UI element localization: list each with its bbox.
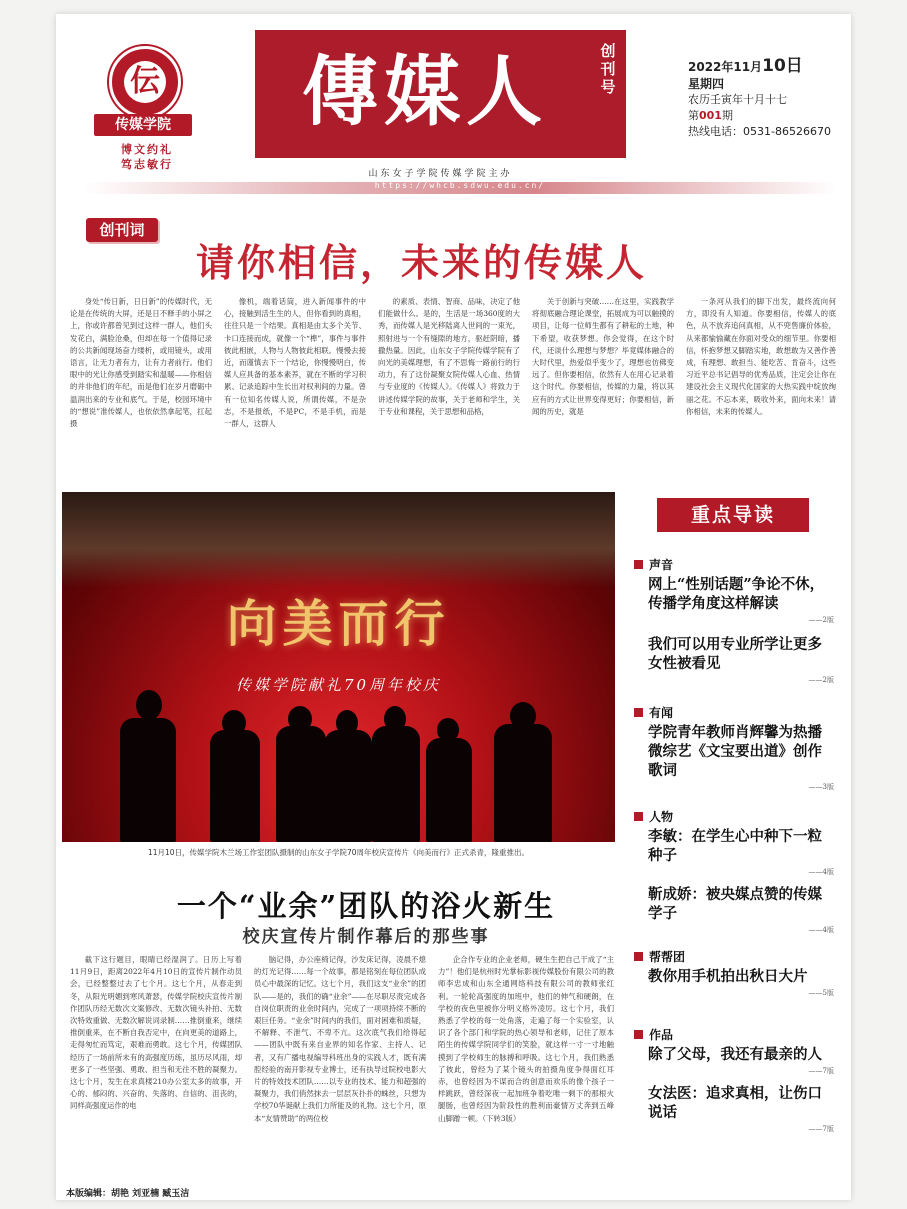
issue-date: 2022年11月 xyxy=(688,60,763,74)
second-column-1 xyxy=(70,954,242,1178)
guide-section-helpers xyxy=(634,948,834,998)
issue-suffix: 期 xyxy=(721,109,733,122)
masthead-title-box xyxy=(255,30,626,158)
lead-column-5 xyxy=(686,296,836,468)
issue-number: 001 xyxy=(699,109,722,122)
guide-item-page: ——3版 xyxy=(808,783,834,791)
section-label-text: 有闻 xyxy=(649,706,674,720)
lunar-date: 农历壬寅年十月十七 xyxy=(688,93,787,106)
photo-slogan: 向美而行 xyxy=(226,594,451,653)
photo-caption: 11月10日，传媒学院木兰场工作室团队摄制的山东女子学院70周年校庆宣传片《向美而行》正式杀青，隆重推出。 xyxy=(62,842,615,864)
crew-silhouette xyxy=(324,730,372,842)
section-label xyxy=(634,704,834,721)
crew-head xyxy=(222,710,246,736)
crew-silhouette xyxy=(120,718,176,842)
weekday: 星期四 xyxy=(688,77,725,91)
logo-mark: 伝 xyxy=(124,61,166,103)
section-label xyxy=(634,948,834,965)
newspaper-page xyxy=(56,14,851,1200)
guide-section-works xyxy=(634,1026,834,1134)
lead-column-1 xyxy=(70,296,212,468)
guide-item-link[interactable]: 靳成娇：被央媒点赞的传媒学子 xyxy=(648,886,822,922)
inaugural-issue-tag: 创刊号 xyxy=(600,42,616,96)
crew-head xyxy=(336,710,358,736)
lead-column-2 xyxy=(224,296,366,468)
guide-item-link[interactable]: 网上“性别话题”争论不休，传播学角度这样解读 xyxy=(648,576,825,612)
motto-line-1: 博文约礼 xyxy=(121,143,173,156)
section-label-text: 声音 xyxy=(649,558,674,572)
guide-item-link[interactable]: 教你用手机拍出秋日大片 xyxy=(648,968,808,985)
second-paragraph: 截下这行题目，眼睛已经湿润了。日历上写着11月9日，距离2022年4月10日的宣传片制作动员会，已经整整过去了七个月。这七个月，从春走到冬，从阳光明媚到寒风萧瑟，传媒学院校庆宣传片制作团队历经无数次文案修改、无数次镜头补拍、无数次特效重做、无数次解说词录制……推倒重来，继续推倒重来，在不断自我否定中，在向更美的道路上，走得匆忙而笃定，艰难而勇敢。这七个月，传媒团队经历了一场前所未有的高强度历练，虽历尽风雨，却更多了一些坚强、勇敢、担当和无往不胜的凝聚力。这七个月，发生在求真楼210办公室太多的故事，开心的、郁闷的、兴奋的、失落的、自信的、沮丧的，同样高强度运作的电 xyxy=(70,955,242,1111)
second-subhead: 校庆宣传片制作幕后的那些事 xyxy=(242,927,490,947)
section-label xyxy=(634,808,834,825)
crew-silhouette xyxy=(426,738,472,842)
guide-item-page: ——4版 xyxy=(808,868,834,876)
crew-head xyxy=(136,690,162,720)
guide-item-page: ——2版 xyxy=(808,616,834,624)
issue-day: 10日 xyxy=(762,56,803,76)
crew-silhouette xyxy=(494,724,552,842)
school-logo xyxy=(109,46,181,118)
sponsor-line: 山东女子学院传媒学院主办 xyxy=(368,169,513,179)
guide-item-link[interactable]: 我们可以用专业所学让更多女性被看见 xyxy=(648,636,822,672)
crew-head xyxy=(510,702,536,730)
motto-line-2: 笃志敏行 xyxy=(121,158,173,171)
bullet-square-icon xyxy=(634,1030,643,1039)
second-paragraph: 脑记得，办公座椅记得，沙发床记得，凌晨不熄的灯光记得……每一个故事，都是铭刻在每位团队成员心中最深的记忆。这七个月，我们这支“业余”的团队——是的，我们的确“业余”——在尽职尽责完成各自岗位职责的业余时间内，完成了一项项持续不断的艰巨任务。“业余”时间内的我们，面对困难和质疑，不解释、不泄气、不卑不亢。这次底气我们给得起——团队中既有来自业界的知名作家、主持人、记者，又有广播电视编导科班出身的实践人才，既有满腔经验的南开影视专业博士，还有执导过院校电影大片的特效技术团队……以专业的技术、能力和超强的凝聚力，我们俏然抹去一层层灰扑扑的蛛丝，只想为学校70华诞献上我们力所能及的礼物。这七个月，原本“友情赞助”的两位校 xyxy=(254,955,426,1123)
second-paragraph: 企合作专业的企业老师，硬生生把自己干成了“主力”！他们是杭州时光掌标影视传媒股份有限公司的教师李忠成和山东全通网络科技有限公司的教师张红利。一轮轮高强度的加班中，他们的伸气和硬朗，在学校的夜色里被你分明义格外凌厉。这七个月，我们熟悉了学校的每一处角落，走遍了每一个实验室，认识了各个部门和学院的热心领导和老师，记住了原本陌生的传媒学院同学们的笑脸，就这样一寸一寸地触摸到了学校师生的脉搏和呼吸。这七个月，我们熟悉了彼此，曾经为了某个镜头的拍摄角度争得面红耳赤，也曾经因为不谋而合的创意而欢乐的像个孩子一样跳跃，曾经深夜一起加班争着吃唯一剩下的那根火腿肠，也曾经因为阶段性的胜利而豪情万丈奔到五峰山脚蹭一顿。（下转3版） xyxy=(438,955,614,1123)
issue-prefix: 第 xyxy=(688,109,699,122)
photo-backdrop xyxy=(62,492,615,587)
hotline: 热线电话：0531-86526670 xyxy=(688,125,831,138)
crew-silhouette xyxy=(210,730,260,842)
guide-item-link[interactable]: 除了父母，我还有最亲的人 xyxy=(648,1046,822,1063)
crew-head xyxy=(384,706,406,732)
second-column-3 xyxy=(438,954,614,1178)
crew-silhouette xyxy=(276,726,326,842)
photo-subtitle: 传媒学院献礼70周年校庆 xyxy=(235,676,442,694)
lead-paragraph: 身处“传日新，日日新”的传媒时代，无论是在传统的大屏，还是日不释手的小屏之上，你或许都曾见到过这样一群人，他们头发花白，满脸沧桑，但却在每一个值得记录的公共新闻现场奋力缕析，或用镜头，或用语言，让无力者有力，让有力者前行。他们眼中的光让你感受到踏实和温暖——你相信的并非他们的年纪，而是他们在岁月磨砺中温润出来的专业和底气。于是，校园环境中的“想说”准传媒人，也依依然拿起笔，扛起摄 xyxy=(70,297,212,429)
section-label-text: 帮帮团 xyxy=(649,950,686,964)
lead-column-3 xyxy=(378,296,520,468)
guide-item-link[interactable]: 女法医：追求真相，让伤口说话 xyxy=(648,1085,822,1121)
feature-photo xyxy=(62,492,615,864)
lead-paragraph: 关于创新与突破……在这里，实践教学将彻底融合理论课堂，拓展成为可以触摸的项目，让每一位师生都有了耕耘的土地，种下希望，收获梦想。你会觉得，在这个时代，还谈什么理想与梦想？毕竟媒体融合的大时代里，热爱似乎变少了，理想也仿佛变远了。但你要相信，依然有人在用心记录着这个时代。你要相信，传媒的力量，将以其应有的方式让世界变得更好；你要相信，新闻的历史，就是 xyxy=(532,297,674,416)
guide-item-link[interactable]: 学院青年教师肖辉馨为热播微综艺《文宝要出道》创作歌词 xyxy=(648,724,822,779)
lead-paragraph: 一条河从我们的脚下出发，最终流向何方，即没有人知道。你要相信，传媒人的底色，从不放弃追问真相，从不兜售廉价体验，从来都愉愉藏在你面对受众的细节里。你要相信，怀抱梦想又脚踏实地，敢想敢为又善作善成，有理想、敢担当、能吃苦、肯奋斗，这些习近平总书记倡导的优秀品质，注定会让你在建设社会主义现代化国家的大热实践中绽放绚丽之花。不忘本来，吸收外来，面向未来！请你相信，未来的传媒人。 xyxy=(686,297,836,416)
school-name-banner: 传媒学院 xyxy=(94,114,192,136)
second-headline: 一个“业余”团队的浴火新生 xyxy=(176,889,556,923)
lead-paragraph: 像机，端着话筒，进入新闻事件的中心，接触到活生生的人，但你看到的真相，往往只是一个结果。真相是由太多个关节、卡口连接而成，就像一个“榫”，事件与事件彼此相嵌，人物与人物彼此相联。慢慢去接近，而谨慎去下一个结论，你慢慢明白，传媒人应具备的基本素养，就在不断的学习积累、记录追踪中生长出对权利间的力量。曾有一位知名传媒人说，所谓传媒，不是杂志，不是报纸，不是PC，不是手机，而是一群人，这群人 xyxy=(224,297,366,429)
section-label xyxy=(634,556,834,573)
guide-section-people xyxy=(634,808,834,935)
guide-section-voice xyxy=(634,556,834,685)
guide-item-page: ——5版 xyxy=(808,989,834,997)
guide-item-page: ——7版 xyxy=(808,1125,834,1133)
guide-item-link[interactable]: 李敏：在学生心中种下一粒种子 xyxy=(648,828,822,864)
section-label xyxy=(634,1026,834,1043)
guide-item-page: ——4版 xyxy=(808,926,834,934)
guide-item-page: ——2版 xyxy=(808,676,834,684)
bullet-square-icon xyxy=(634,952,643,961)
bullet-square-icon xyxy=(634,708,643,717)
website-url[interactable]: https://whcb.sdwu.edu.cn/ xyxy=(374,181,546,190)
bullet-square-icon xyxy=(634,812,643,821)
crew-head xyxy=(288,706,312,732)
issue-info xyxy=(688,58,838,140)
lead-column-4 xyxy=(532,296,674,468)
guide-title: 重点导读 xyxy=(657,498,809,532)
newspaper-title: 傳媒人 xyxy=(302,47,548,136)
lead-headline: 请你相信，未来的传媒人 xyxy=(196,240,648,285)
second-column-2 xyxy=(254,954,426,1178)
lead-paragraph: 的素质、表情、智商、品味，决定了他们能做什么。是的，生活是一场360度的大秀，而传媒人是光移陆离人世间的一束光，照射进与一个有缝隙的地方，驱赶阴暗，播撒热量。因此，山东女子学院传媒学院有了向光的美媒理想，有了不思悔一路前行的行动力，有了这份凝聚女院传媒人心血、热情与专业度的《传媒人》。《传媒人》将致力于讲述传媒学院的故事，关于老师和学生，关于专业和课程，关于思想和品格， xyxy=(378,297,520,416)
editorial-tag: 创刊词 xyxy=(86,218,158,242)
section-label-text: 作品 xyxy=(649,1028,674,1042)
guide-item-page: ——7版 xyxy=(808,1067,834,1075)
guide-section-news xyxy=(634,704,834,792)
school-motto xyxy=(102,142,192,172)
page-editors: 本版编辑：胡艳 刘亚楠 臧玉洁 xyxy=(66,1189,190,1199)
crew-head xyxy=(437,718,459,742)
section-label-text: 人物 xyxy=(649,810,674,824)
bullet-square-icon xyxy=(634,560,643,569)
crew-silhouette xyxy=(372,726,420,842)
